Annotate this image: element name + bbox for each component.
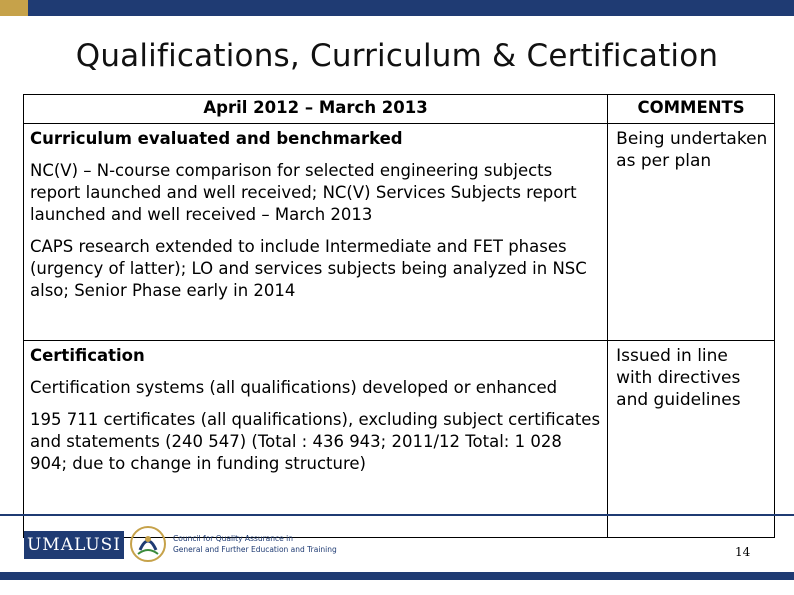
- section-certification-cell: [24, 341, 608, 538]
- section-heading: Curriculum evaluated and benchmarked: [30, 129, 403, 148]
- section-paragraph: 195 711 certificates (all qualifications), excluding subject certificates and statements (240 547) (Total : 436 943; 2011/12 Total: 1 028 904; due to change in funding structure): [30, 410, 601, 473]
- top-bar-gold-accent: [0, 0, 28, 16]
- council-name: [173, 533, 337, 555]
- umalusi-logo: UMALUSI: [24, 531, 124, 559]
- council-line: Council for Quality Assurance in: [173, 534, 293, 543]
- section-paragraph: Certification systems (all qualifications) developed or enhanced: [30, 378, 558, 397]
- footer-divider: [0, 514, 794, 516]
- council-line: General and Further Education and Training: [173, 545, 337, 554]
- table-row: [24, 124, 775, 341]
- section-paragraph: CAPS research extended to include Intermediate and FET phases (urgency of latter); LO and services subjects being analyzed in NSC also; Senior Phase early in 2014: [30, 237, 587, 300]
- page-number: 14: [735, 545, 751, 559]
- content-table: [23, 94, 775, 538]
- section-paragraph: NC(V) – N-course comparison for selected engineering subjects report launched and well received; NC(V) Services Subjects report launched and well received – March 2013: [30, 161, 577, 224]
- umalusi-emblem-icon: [128, 524, 168, 564]
- table-header-row: [24, 95, 775, 124]
- bottom-footer-bar: [0, 572, 794, 580]
- slide-title: Qualifications, Curriculum & Certification: [75, 38, 719, 74]
- section-curriculum-cell: [24, 124, 608, 341]
- section-comment: Issued in line with directives and guidelines: [608, 341, 775, 538]
- period-header: April 2012 – March 2013: [24, 95, 608, 124]
- section-comment: Being undertaken as per plan: [608, 124, 775, 341]
- top-header-bar: [0, 0, 794, 16]
- comments-header: COMMENTS: [608, 95, 775, 124]
- table-row: [24, 341, 775, 538]
- section-heading: Certification: [30, 346, 145, 365]
